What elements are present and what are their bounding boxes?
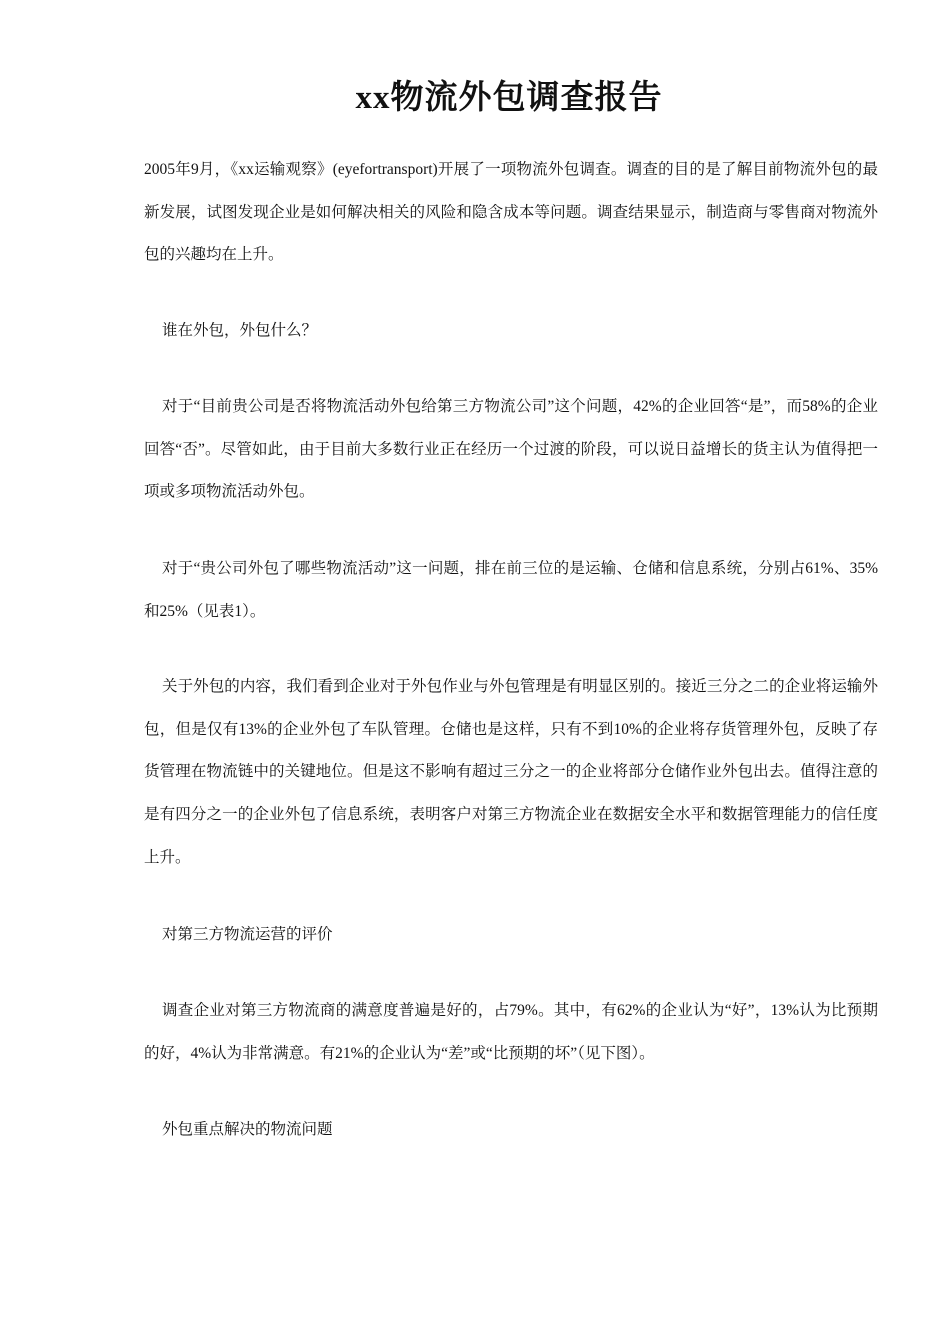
paragraph-outsourcing-ratio: 对于“目前贵公司是否将物流活动外包给第三方物流公司”这个问题，42%的企业回答“是”，而58%的企业回答“否”。尽管如此，由于目前大多数行业正在经历一个过渡的阶段，可以说日益增长的货主认为值得把一项或多项物流活动外包。 bbox=[144, 398, 878, 501]
paragraph-satisfaction: 调查企业对第三方物流商的满意度普遍是好的，占79%。其中，有62%的企业认为“好”，13%认为比预期的好，4%认为非常满意。有21%的企业认为“差”或“比预期的坏”（见下图）。 bbox=[144, 1002, 878, 1062]
paragraph-outsourcing-content: 关于外包的内容，我们看到企业对于外包作业与外包管理是有明显区别的。接近三分之二的企业将运输外包，但是仅有13%的企业外包了车队管理。仓储也是这样，只有不到10%的企业将存货管理外包，反映了存货管理在物流链中的关键地位。但是这不影响有超过三分之一的企业将部分仓储作业外包出去。值得注意的是有四分之一的企业外包了信息系统，表明客户对第三方物流企业在数据安全水平和数据管理能力的信任度上升。 bbox=[144, 678, 878, 866]
document-title: xx物流外包调查报告 bbox=[355, 80, 663, 116]
paragraph-outsourced-activities: 对于“贵公司外包了哪些物流活动”这一问题，排在前三位的是运输、仓储和信息系统，分别占61%、35%和25%（见表1）。 bbox=[144, 560, 878, 620]
section-heading-evaluation: 对第三方物流运营的评价 bbox=[162, 926, 333, 943]
section-heading-who-outsources: 谁在外包，外包什么？ bbox=[162, 322, 318, 339]
intro-paragraph: 2005年9月，《xx运输观察》(eyefortransport)开展了一项物流外包调查。调查的目的是了解目前物流外包的最新发展，试图发现企业是如何解决相关的风险和隐含成本等问题。调查结果显示，制造商与零售商对物流外包的兴趣均在上升。 bbox=[144, 161, 878, 264]
section-heading-key-problems: 外包重点解决的物流问题 bbox=[162, 1121, 333, 1138]
